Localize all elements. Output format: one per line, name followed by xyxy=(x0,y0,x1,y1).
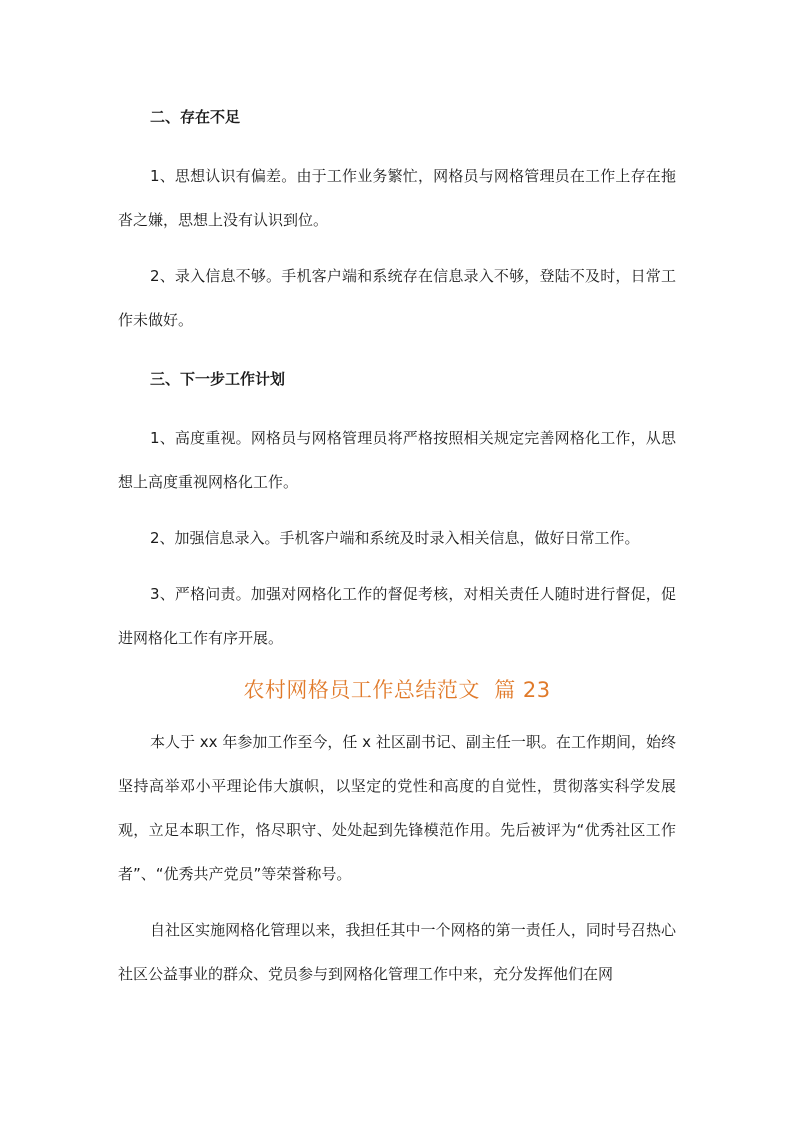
paragraph: 3、严格问责。加强对网格化工作的督促考核，对相关责任人随时进行督促，促进网格化工作有序开展。 xyxy=(118,585,676,647)
paragraph: 1、思想认识有偏差。由于工作业务繁忙，网格员与网格管理员在工作上存在拖沓之嫌，思想上没有认识到位。 xyxy=(118,167,676,229)
paragraph: 1、高度重视。网格员与网格管理员将严格按照相关规定完善网格化工作，从思想上高度重视网格化工作。 xyxy=(118,429,676,491)
paragraph: 本人于 xx 年参加工作至今，任 x 社区副书记、副主任一职。在工作期间，始终坚持高举邓小平理论伟大旗帜，以坚定的党性和高度的自觉性，贯彻落实科学发展观，立足本职工作，恪尽职守、处处起到先锋模范作用。先后被评为“优秀社区工作者”、“优秀共产党员”等荣誉称号。 xyxy=(118,733,676,883)
paragraph: 2、加强信息录入。手机客户端和系统及时录入相关信息，做好日常工作。 xyxy=(150,529,640,547)
paragraph: 自社区实施网格化管理以来，我担任其中一个网格的第一责任人，同时号召热心社区公益事业的群众、党员参与到网格化管理工作中来，充分发挥他们在网 xyxy=(118,921,676,983)
section-heading-next-plan: 三、下一步工作计划 xyxy=(150,370,286,388)
document-body xyxy=(118,92,676,996)
section-heading-shortcomings: 二、存在不足 xyxy=(150,108,241,126)
article-title: 农村网格员工作总结范文 篇 23 xyxy=(243,678,551,702)
paragraph: 2、录入信息不够。手机客户端和系统存在信息录入不够，登陆不及时，日常工作未做好。 xyxy=(118,267,676,329)
